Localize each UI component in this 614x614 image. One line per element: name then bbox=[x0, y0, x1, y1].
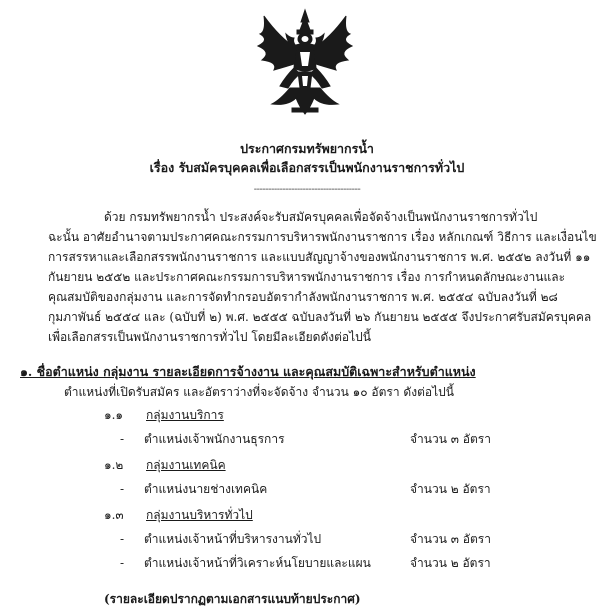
bullet-dash: - bbox=[120, 482, 125, 496]
section-heading: ๑. ชื่อตำแหน่ง กลุ่มงาน รายละเอียดการจ้างงาน และคุณสมบัติเฉพาะสำหรับตำแหน่ง bbox=[20, 364, 476, 379]
announcement-subject: เรื่อง รับสมัครบุคคลเพื่อเลือกสรรเป็นพนักงานราชการทั่วไป bbox=[149, 160, 465, 175]
announcement-title: ประกาศกรมทรัพยากรน้ำ bbox=[240, 141, 374, 156]
group-name: กลุ่มงานเทคนิค bbox=[146, 458, 226, 472]
title-divider: ------------------------------------- bbox=[253, 184, 361, 195]
position-count: จำนวน ๓ อัตรา bbox=[410, 532, 491, 546]
group-heading bbox=[104, 456, 226, 475]
body-line: การสรรหาและเลือกสรรพนักงานราชการ และแบบสัญญาจ้างของพนักงานราชการ พ.ศ. ๒๕๕๒ ลงวันที่ ๑๑ bbox=[48, 250, 591, 264]
bullet-dash: - bbox=[120, 432, 125, 446]
body-line: กุมภาพันธ์ ๒๕๕๔ และ (ฉบับที่ ๒) พ.ศ. ๒๕๕๕ ฉบับลงวันที่ ๒๖ กันยายน ๒๕๕๕ จึงประกาศรับสมัครบุคคล bbox=[48, 310, 592, 324]
position-title: ตำแหน่งนายช่างเทคนิค bbox=[144, 482, 268, 496]
group-number: ๑.๒ bbox=[104, 458, 124, 472]
position-count: จำนวน ๒ อัตรา bbox=[410, 556, 491, 570]
body-line: ฉะนั้น อาศัยอำนาจตามประกาศคณะกรรมการบริหารพนักงานราชการ เรื่อง หลักเกณฑ์ วิธีการ และเงื่อนไข bbox=[48, 230, 597, 244]
bullet-dash: - bbox=[120, 532, 125, 546]
garuda-emblem-icon bbox=[250, 8, 360, 120]
section-intro: ตำแหน่งที่เปิดรับสมัคร และอัตราว่างที่จะจัดจ้าง จำนวน ๑๐ อัตรา ดังต่อไปนี้ bbox=[64, 385, 454, 399]
group-number: ๑.๓ bbox=[104, 508, 124, 522]
body-line: คุณสมบัติของกลุ่มงาน และการจัดทำกรอบอัตรากำลังพนักงานราชการ พ.ศ. ๒๕๕๔ ฉบับลงวันที่ ๒๘ bbox=[48, 290, 558, 304]
position-count: จำนวน ๒ อัตรา bbox=[410, 482, 491, 496]
body-line: เพื่อเลือกสรรเป็นพนักงานราชการทั่วไป โดยมีละเอียดดังต่อไปนี้ bbox=[48, 330, 371, 344]
position-title: ตำแหน่งเจ้าหน้าที่บริหารงานทั่วไป bbox=[144, 532, 322, 546]
group-heading bbox=[104, 506, 253, 525]
position-title: ตำแหน่งเจ้าหน้าที่วิเคราะห์นโยบายและแผน bbox=[144, 556, 371, 570]
group-name: กลุ่มงานบริหารทั่วไป bbox=[146, 508, 253, 522]
body-line: ด้วย กรมทรัพยากรน้ำ ประสงค์จะรับสมัครบุคคลเพื่อจัดจ้างเป็นพนักงานราชการทั่วไป bbox=[104, 210, 538, 224]
group-name: กลุ่มงานบริการ bbox=[146, 408, 224, 422]
position-item bbox=[120, 430, 285, 449]
attachment-note: (รายละเอียดปรากฏตามเอกสารแนบท้ายประกาศ) bbox=[104, 592, 361, 606]
position-item bbox=[120, 554, 371, 573]
position-title: ตำแหน่งเจ้าพนักงานธุรการ bbox=[144, 432, 285, 446]
body-line: กันยายน ๒๕๕๒ และประกาศคณะกรรมการบริหารพนักงานราชการ เรื่อง การกำหนดลักษณะงานและ bbox=[48, 270, 566, 284]
position-count: จำนวน ๓ อัตรา bbox=[410, 432, 491, 446]
position-item bbox=[120, 480, 267, 499]
group-heading bbox=[104, 406, 224, 425]
bullet-dash: - bbox=[120, 556, 125, 570]
group-number: ๑.๑ bbox=[104, 408, 124, 422]
position-item bbox=[120, 530, 321, 549]
